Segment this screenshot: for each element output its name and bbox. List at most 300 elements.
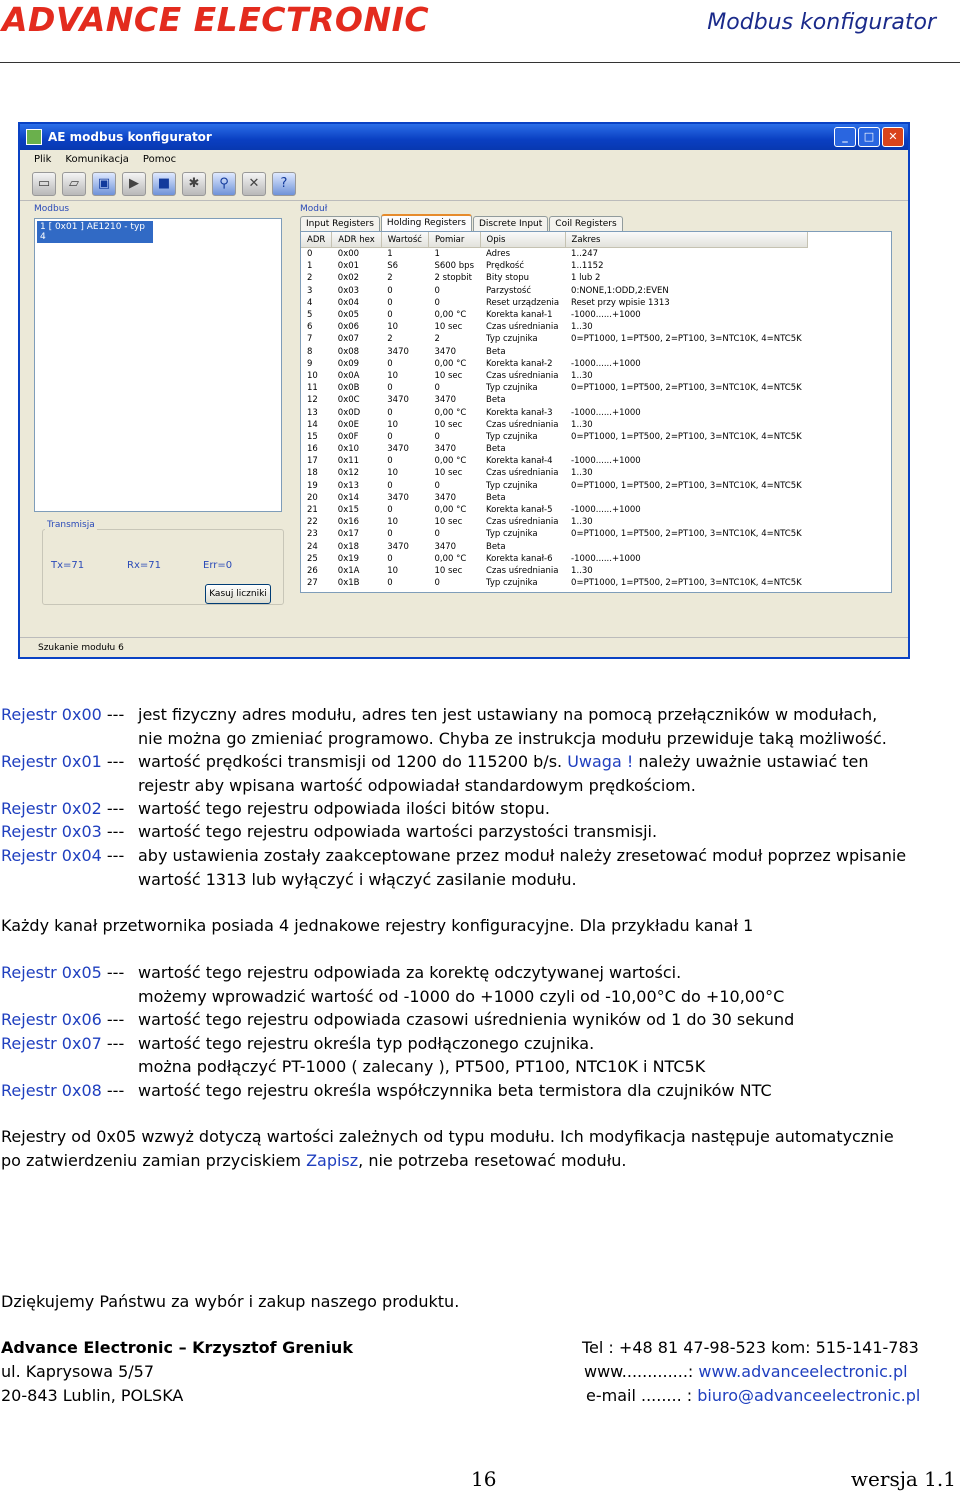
table-cell: 0 — [434, 529, 440, 540]
table-cell: 3470 — [434, 541, 457, 552]
note-text: , nie potrzeba resetować modułu. — [358, 1151, 627, 1170]
table-cell: Adres — [486, 249, 511, 260]
tx-counter: Tx=71 — [51, 560, 85, 571]
table-cell: 0=PT1000, 1=PT500, 2=PT100, 3=NTC10K, 4=NTC5K — [571, 578, 802, 589]
table-cell: Beta — [486, 444, 506, 455]
menu-pomoc[interactable]: Pomoc — [142, 153, 177, 165]
table-cell: S600 bps — [434, 261, 474, 272]
modbus-panel — [34, 204, 289, 514]
table-row[interactable] — [301, 248, 808, 261]
app-icon — [26, 129, 42, 145]
table-cell: 25 — [307, 553, 318, 564]
table-cell[interactable]: 3470 — [387, 346, 409, 357]
table-cell: 0x12 — [337, 468, 360, 479]
table-cell: -1000......+1000 — [571, 553, 641, 564]
table-cell: Czas uśredniania — [486, 517, 559, 528]
table-cell: 5 — [307, 310, 313, 321]
table-cell[interactable]: 10 — [387, 517, 399, 528]
table-cell: 0=PT1000, 1=PT500, 2=PT100, 3=NTC10K, 4=NTC5K — [571, 529, 802, 540]
table-cell[interactable]: 3470 — [387, 541, 409, 552]
table-row[interactable] — [301, 480, 808, 492]
table-cell: Korekta kanał-3 — [486, 407, 553, 418]
table-cell: 0 — [434, 431, 440, 442]
table-cell: 0x07 — [337, 334, 360, 345]
table-cell: Bity stopu — [486, 273, 530, 284]
grid-header-row — [301, 232, 808, 248]
table-cell: 0 — [434, 480, 440, 491]
table-cell[interactable]: 10 — [387, 419, 399, 430]
table-cell: 6 — [307, 322, 313, 333]
table-cell: 0x03 — [337, 285, 360, 296]
table-cell: Korekta kanał-5 — [486, 505, 553, 516]
register-name: Rejestr 0x07 — [1, 1034, 102, 1053]
table-cell: Parzystość — [486, 285, 532, 296]
table-row[interactable] — [301, 358, 808, 370]
table-cell: Korekta kanał-2 — [486, 358, 553, 369]
table-cell[interactable]: 3470 — [387, 492, 409, 503]
table-cell: 0:NONE,1:ODD,2:EVEN — [571, 285, 669, 296]
register-name: Rejestr 0x02 — [1, 799, 102, 818]
transmission-panel — [42, 520, 284, 605]
reset-counters-button[interactable]: Kasuj liczniki — [205, 584, 271, 604]
table-row[interactable] — [301, 431, 808, 443]
table-cell: 0 — [434, 285, 440, 296]
note-text: po zatwierdzeniu zamian przyciskiem — [1, 1151, 307, 1170]
table-cell: Czas uśredniania — [486, 565, 559, 576]
table-cell: 2 — [434, 334, 440, 345]
table-cell — [565, 394, 808, 406]
table-row[interactable] — [301, 333, 808, 345]
table-cell: Typ czujnika — [486, 431, 538, 442]
table-cell: 1 lub 2 — [571, 273, 601, 284]
register-line — [1, 705, 124, 724]
list-item[interactable]: 1 [ 0x01 ] AE1210 - typ 4 — [37, 221, 153, 243]
register-tabs — [300, 216, 896, 231]
table-row[interactable] — [301, 272, 808, 284]
table-cell: Czas uśredniania — [486, 419, 559, 430]
table-row[interactable] — [301, 260, 808, 272]
table-row[interactable] — [301, 455, 808, 467]
table-cell — [565, 541, 808, 553]
modbus-label: Modbus — [34, 204, 70, 214]
phone: Tel : +48 81 47-98-523 kom: 515-141-783 — [582, 1338, 919, 1357]
table-cell: 1..247 — [571, 249, 599, 260]
tab-input-registers[interactable]: Input Registers — [300, 216, 380, 231]
register-desc: jest fizyczny adres modułu, adres ten jest ustawiany na pomocą przełączników w modułach, — [138, 705, 878, 724]
table-cell: 13 — [307, 407, 318, 418]
table-cell: 1..30 — [571, 565, 593, 576]
help-icon[interactable]: ? — [272, 172, 296, 196]
table-cell: 18 — [307, 468, 318, 479]
table-cell[interactable]: 2 — [387, 273, 393, 284]
table-cell: 0x0A — [337, 370, 360, 381]
app-window — [18, 122, 910, 659]
table-cell: 10 sec — [434, 565, 463, 576]
table-cell: 0x17 — [337, 529, 360, 540]
table-cell: 21 — [307, 505, 318, 516]
table-cell: 10 sec — [434, 322, 463, 333]
column-header[interactable]: Pomiar — [428, 232, 480, 248]
table-cell: 3470 — [434, 346, 457, 357]
table-cell: 0=PT1000, 1=PT500, 2=PT100, 3=NTC10K, 4=NTC5K — [571, 480, 802, 491]
register-line — [1, 1010, 124, 1029]
table-cell: 24 — [307, 541, 318, 552]
table-cell[interactable]: 10 — [387, 370, 399, 381]
column-header[interactable]: Zakres — [565, 232, 808, 248]
table-cell: Reset urządzenia — [486, 297, 560, 308]
menu-komunikacja[interactable]: Komunikacja — [65, 153, 129, 165]
table-cell: 0 — [434, 297, 440, 308]
table-cell: 0x11 — [337, 456, 360, 467]
table-cell[interactable]: 0 — [387, 553, 393, 564]
register-dashes: --- — [106, 822, 125, 841]
stop-icon[interactable]: ■ — [152, 172, 176, 196]
table-cell: 0x0E — [337, 419, 359, 430]
table-cell: 4 — [307, 297, 313, 308]
company-name: Advance Electronic – Krzysztof Greniuk — [1, 1338, 353, 1357]
table-cell: 9 — [307, 358, 313, 369]
website-label: www.............: — [584, 1362, 699, 1381]
table-cell: 0,00 °C — [434, 358, 467, 369]
save-link: Zapisz — [306, 1151, 359, 1170]
document-title: Modbus konfigurator — [707, 10, 936, 35]
table-row[interactable] — [301, 467, 808, 479]
table-cell: 0x04 — [337, 297, 360, 308]
table-cell[interactable]: 0 — [387, 407, 393, 418]
table-cell[interactable]: 0 — [387, 358, 393, 369]
table-cell: 3470 — [434, 395, 457, 406]
table-cell: 16 — [307, 444, 318, 455]
toolbar — [20, 168, 908, 201]
table-cell: 0x1A — [337, 565, 360, 576]
column-header[interactable]: Opis — [480, 232, 565, 248]
register-name: Rejestr 0x00 — [1, 705, 102, 724]
table-cell: 0x0D — [337, 407, 361, 418]
module-label: Moduł — [300, 204, 328, 214]
website-row — [584, 1362, 908, 1381]
table-cell: -1000......+1000 — [571, 505, 641, 516]
table-cell: -1000......+1000 — [571, 310, 641, 321]
register-dashes: --- — [106, 1081, 125, 1100]
table-cell: 2 — [307, 273, 313, 284]
table-cell: 1..30 — [571, 370, 593, 381]
table-cell: 8 — [307, 346, 313, 357]
table-cell: 0x1B — [337, 578, 360, 589]
table-cell: 19 — [307, 480, 318, 491]
register-desc: wartość tego rejestru odpowiada ilości bitów stopu. — [138, 799, 550, 818]
table-cell: Czas uśredniania — [486, 322, 559, 333]
table-row[interactable] — [301, 541, 808, 553]
table-cell: Beta — [486, 395, 506, 406]
table-cell: 15 — [307, 431, 318, 442]
table-cell: 0x06 — [337, 322, 360, 333]
email-row — [586, 1386, 920, 1405]
register-name: Rejestr 0x03 — [1, 822, 102, 841]
table-row[interactable] — [301, 577, 808, 589]
register-line — [1, 799, 124, 818]
note-line-2 — [1, 1151, 626, 1170]
table-row[interactable] — [301, 528, 808, 540]
register-grid — [300, 231, 892, 593]
table-cell: 10 sec — [434, 468, 463, 479]
header-divider — [0, 62, 960, 63]
table-cell: 10 sec — [434, 370, 463, 381]
err-counter: Err=0 — [203, 560, 233, 571]
table-row[interactable] — [301, 285, 808, 297]
table-cell: 0x01 — [337, 261, 360, 272]
close-icon[interactable]: ✕ — [242, 172, 266, 196]
table-cell[interactable]: 0 — [387, 505, 393, 516]
table-row[interactable] — [301, 516, 808, 528]
warning-text: należy uważnie ustawiać ten — [633, 752, 869, 771]
table-cell: 0x19 — [337, 553, 360, 564]
table-cell: 0=PT1000, 1=PT500, 2=PT100, 3=NTC10K, 4=NTC5K — [571, 383, 802, 394]
table-cell: 3 — [307, 285, 313, 296]
table-cell: 0,00 °C — [434, 407, 467, 418]
table-cell[interactable]: 0 — [387, 480, 393, 491]
table-cell: Czas uśredniania — [486, 468, 559, 479]
register-line — [1, 846, 124, 865]
register-line — [1, 752, 124, 771]
table-cell: Reset przy wpisie 1313 — [571, 297, 670, 308]
register-dashes: --- — [106, 846, 125, 865]
table-cell: 17 — [307, 456, 318, 467]
window-titlebar — [20, 124, 908, 150]
tab-discrete-input[interactable]: Discrete Input — [473, 216, 548, 231]
table-cell: Korekta kanał-6 — [486, 553, 553, 564]
table-cell: Beta — [486, 541, 506, 552]
register-dashes: --- — [106, 1034, 125, 1053]
table-cell: 7 — [307, 334, 313, 345]
column-header[interactable]: Wartość — [381, 232, 428, 248]
menu-plik[interactable]: Plik — [34, 153, 52, 165]
table-cell[interactable]: 10 — [387, 468, 399, 479]
register-desc-cont: można podłączyć PT-1000 ( zalecany ), PT500, PT100, NTC10K i NTC5K — [138, 1057, 706, 1076]
table-cell: 20 — [307, 492, 318, 503]
table-row[interactable] — [301, 394, 808, 406]
table-cell: 12 — [307, 395, 318, 406]
table-cell: Typ czujnika — [486, 383, 538, 394]
rx-counter: Rx=71 — [127, 560, 161, 571]
register-dashes: --- — [106, 963, 125, 982]
table-cell: 0x15 — [337, 505, 360, 516]
module-panel — [300, 204, 896, 599]
table-cell[interactable]: 0 — [387, 310, 393, 321]
table-row[interactable] — [301, 504, 808, 516]
table-cell: -1000......+1000 — [571, 358, 641, 369]
table-cell: -1000......+1000 — [571, 407, 641, 418]
brand-logo: ADVANCE ELECTRONIC — [2, 0, 430, 39]
table-cell: Korekta kanał-4 — [486, 456, 553, 467]
table-cell: 0,00 °C — [434, 505, 467, 516]
table-cell: Czas uśredniania — [486, 370, 559, 381]
register-dashes: --- — [106, 705, 125, 724]
table-cell: 0x02 — [337, 273, 360, 284]
register-desc: wartość tego rejestru określa współczynnika beta termistora dla czujników NTC — [138, 1081, 772, 1100]
settings-icon[interactable]: ✱ — [182, 172, 206, 196]
column-header[interactable]: ADR hex — [332, 232, 381, 248]
table-cell: 0x00 — [337, 249, 360, 260]
column-header[interactable]: ADR — [301, 232, 332, 248]
table-cell: 1..30 — [571, 322, 593, 333]
table-cell[interactable]: 2 — [387, 334, 393, 345]
table-cell: 23 — [307, 529, 318, 540]
table-row[interactable] — [301, 443, 808, 455]
table-cell[interactable]: 10 — [387, 565, 399, 576]
table-cell[interactable]: 0 — [387, 431, 393, 442]
table-cell[interactable]: 0 — [387, 297, 393, 308]
table-cell: 1 — [307, 261, 313, 272]
window-title: AE modbus konfigurator — [48, 130, 212, 144]
register-desc: wartość tego rejestru określa typ podłączonego czujnika. — [138, 1034, 595, 1053]
table-cell: 0x18 — [337, 541, 360, 552]
table-row[interactable] — [301, 382, 808, 394]
play-icon[interactable]: ▶ — [122, 172, 146, 196]
table-row[interactable] — [301, 419, 808, 431]
tab-holding-registers[interactable]: Holding Registers — [381, 214, 472, 231]
table-cell: Prędkość — [486, 261, 525, 272]
note-line-1: Rejestry od 0x05 wzwyż dotyczą wartości zależnych od typu modułu. Ich modyfikacja następuje automatycznie — [1, 1127, 894, 1146]
city-address: 20-843 Lublin, POLSKA — [1, 1386, 184, 1405]
register-name: Rejestr 0x04 — [1, 846, 102, 865]
maximize-icon[interactable]: □ — [858, 127, 880, 147]
table-cell: -1000......+1000 — [571, 456, 641, 467]
table-cell: Typ czujnika — [486, 578, 538, 589]
table-cell: 1..30 — [571, 468, 593, 479]
table-cell: 0 — [307, 249, 313, 260]
register-dashes: --- — [106, 752, 125, 771]
new-icon[interactable]: ▭ — [32, 172, 56, 196]
search-icon[interactable]: ⚲ — [212, 172, 236, 196]
thanks-text: Dziękujemy Państwu za wybór i zakup naszego produktu. — [1, 1292, 460, 1311]
table-row[interactable] — [301, 406, 808, 418]
table-cell: 0x16 — [337, 517, 360, 528]
version-label: wersja 1.1 — [850, 1467, 956, 1491]
register-name: Rejestr 0x05 — [1, 963, 102, 982]
table-cell[interactable]: 0 — [387, 578, 393, 589]
register-desc — [138, 752, 869, 771]
page-number: 16 — [471, 1467, 497, 1491]
warning-label: Uwaga ! — [567, 752, 634, 771]
register-dashes: --- — [106, 1010, 125, 1029]
table-cell: 0x08 — [337, 346, 360, 357]
table-cell: Typ czujnika — [486, 529, 538, 540]
open-icon[interactable]: ▱ — [62, 172, 86, 196]
table-cell[interactable]: 10 — [387, 322, 399, 333]
table-cell: 1..30 — [571, 419, 593, 430]
table-row[interactable] — [301, 321, 808, 333]
table-cell — [565, 492, 808, 504]
table-cell — [565, 443, 808, 455]
register-name: Rejestr 0x08 — [1, 1081, 102, 1100]
register-dashes: --- — [106, 799, 125, 818]
table-cell: 3470 — [434, 444, 457, 455]
register-desc-cont: rejestr aby wpisana wartość odpowiadał standardowym prędkościom. — [138, 776, 696, 795]
register-name: Rejestr 0x06 — [1, 1010, 102, 1029]
website-link[interactable]: www.advanceelectronic.pl — [698, 1362, 908, 1381]
status-bar: Szukanie modułu 6 — [20, 637, 908, 657]
register-desc: wartość tego rejestru odpowiada wartości parzystości transmisji. — [138, 822, 658, 841]
table-row[interactable] — [301, 297, 808, 309]
register-line — [1, 822, 124, 841]
table-cell: Typ czujnika — [486, 334, 538, 345]
table-cell: 0x13 — [337, 480, 360, 491]
table-row[interactable] — [301, 309, 808, 321]
module-list[interactable] — [34, 218, 282, 512]
table-cell: 0x0B — [337, 383, 360, 394]
table-row[interactable] — [301, 370, 808, 382]
register-desc-cont: wartość 1313 lub wyłączyć i włączyć zasilanie modułu. — [138, 870, 577, 889]
table-cell: 0,00 °C — [434, 310, 467, 321]
table-cell: Typ czujnika — [486, 480, 538, 491]
table-cell: 1..1152 — [571, 261, 604, 272]
table-cell: 0x0C — [337, 395, 360, 406]
table-cell: 0,00 °C — [434, 456, 467, 467]
table-row[interactable] — [301, 492, 808, 504]
table-cell[interactable]: 3470 — [387, 395, 409, 406]
email-link[interactable]: biuro@advanceelectronic.pl — [697, 1386, 921, 1405]
table-row[interactable] — [301, 553, 808, 565]
table-cell[interactable]: 0 — [387, 285, 393, 296]
table-cell: Beta — [486, 346, 506, 357]
register-desc: aby ustawienia zostały zaakceptowane przez moduł należy zresetować moduł poprzez wpisanie — [138, 846, 907, 865]
register-desc-cont: nie można go zmieniać programowo. Chyba ze instrukcja modułu przewiduje taką możliwość. — [138, 729, 887, 748]
table-cell: 1..30 — [571, 517, 593, 528]
table-cell: 26 — [307, 565, 318, 576]
table-cell: 14 — [307, 419, 318, 430]
table-cell[interactable]: 0 — [387, 456, 393, 467]
table-row[interactable] — [301, 565, 808, 577]
table-cell: 2 stopbit — [434, 273, 473, 284]
table-cell: 10 — [307, 370, 318, 381]
register-desc: wartość tego rejestru odpowiada za korektę odczytywanej wartości. — [138, 963, 682, 982]
table-cell: 10 sec — [434, 517, 463, 528]
table-cell: 0x14 — [337, 492, 360, 503]
table-cell: 0 — [434, 578, 440, 589]
tab-coil-registers[interactable]: Coil Registers — [549, 216, 622, 231]
table-cell: 11 — [307, 383, 318, 394]
table-cell: 0x10 — [337, 444, 360, 455]
register-name: Rejestr 0x01 — [1, 752, 102, 771]
table-cell[interactable]: 3470 — [387, 444, 409, 455]
table-cell[interactable]: 0 — [387, 529, 393, 540]
save-icon[interactable]: ▣ — [92, 172, 116, 196]
transmission-label: Transmisja — [47, 520, 95, 530]
table-cell: 0x0F — [337, 431, 359, 442]
table-cell: Korekta kanał-1 — [486, 310, 553, 321]
table-cell: 0=PT1000, 1=PT500, 2=PT100, 3=NTC10K, 4=NTC5K — [571, 431, 802, 442]
street-address: ul. Kaprysowa 5/57 — [1, 1362, 155, 1381]
table-row[interactable] — [301, 346, 808, 358]
close-window-icon[interactable]: ✕ — [882, 127, 904, 147]
table-cell[interactable]: 1 — [387, 249, 393, 260]
table-cell[interactable]: S6 — [387, 261, 399, 272]
table-cell: 22 — [307, 517, 318, 528]
menubar — [20, 150, 908, 168]
register-desc-text: wartość prędkości transmisji od 1200 do 115200 b/s. — [138, 752, 563, 771]
table-cell: 3470 — [434, 492, 457, 503]
register-desc: wartość tego rejestru odpowiada czasowi uśrednienia wyników od 1 do 30 sekund — [138, 1010, 795, 1029]
minimize-icon[interactable]: _ — [834, 127, 856, 147]
channel-intro: Każdy kanał przetwornika posiada 4 jednakowe rejestry konfiguracyjne. Dla przykładu kanał 1 — [1, 916, 754, 935]
table-cell[interactable]: 0 — [387, 383, 393, 394]
table-cell — [565, 346, 808, 358]
register-line — [1, 1034, 124, 1053]
table-cell: Beta — [486, 492, 506, 503]
table-cell: 0,00 °C — [434, 553, 467, 564]
register-line — [1, 963, 124, 982]
table-cell: 0 — [434, 383, 440, 394]
